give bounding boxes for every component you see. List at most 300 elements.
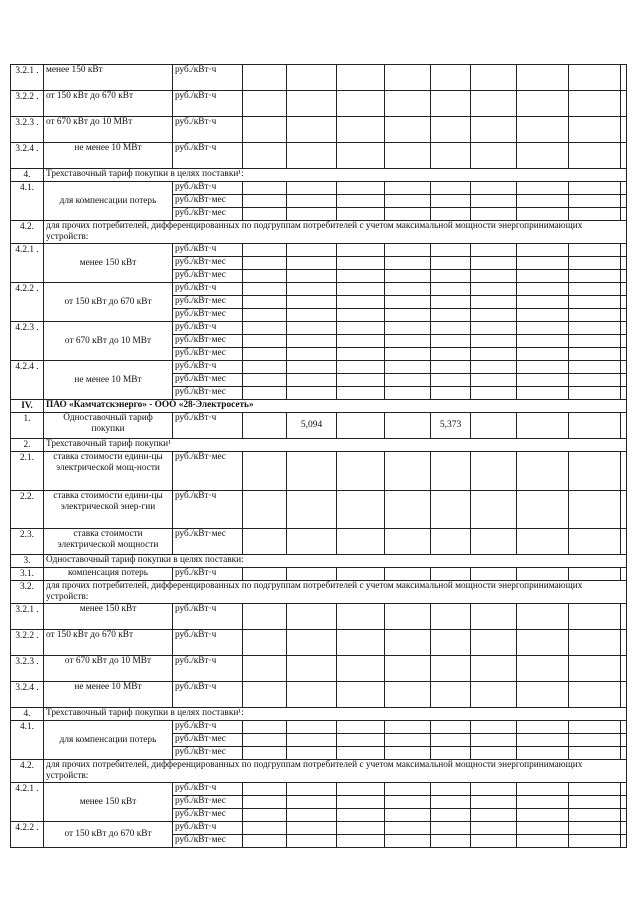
value-cell	[621, 143, 627, 169]
table-row	[11, 283, 627, 296]
value-cell	[337, 270, 385, 283]
value-cell	[517, 387, 569, 400]
table-row	[11, 91, 627, 117]
value-cell	[517, 309, 569, 322]
value-cell	[243, 452, 287, 491]
value-cell	[243, 413, 287, 439]
table-row	[11, 604, 627, 630]
value-cell	[471, 195, 517, 208]
unit-cell: руб./кВт·мес	[173, 747, 243, 760]
value-cell	[385, 413, 431, 439]
row-number: 4.2.2 .	[11, 283, 44, 322]
value-cell	[569, 682, 621, 708]
value-cell	[569, 283, 621, 296]
value-cell	[385, 656, 431, 682]
value-cell	[385, 374, 431, 387]
row-name: не менее 10 МВт	[44, 143, 173, 169]
value-cell	[337, 630, 385, 656]
value-cell	[471, 296, 517, 309]
row-number: 2.1.	[11, 452, 44, 491]
value-cell	[471, 283, 517, 296]
value-cell	[569, 734, 621, 747]
value-cell	[471, 257, 517, 270]
value-cell	[471, 630, 517, 656]
value-cell	[287, 117, 337, 143]
row-number: 3.2.3 .	[11, 117, 44, 143]
value-cell	[385, 195, 431, 208]
row-number: 3.2.4 .	[11, 682, 44, 708]
value-cell	[385, 734, 431, 747]
value-cell	[471, 208, 517, 221]
row-name: Одноставочный тариф покупки	[44, 413, 173, 439]
heading-text: для прочих потребителей, дифференцированных по подгруппам потребителей с учетом максимальной мощности энергопринимающих устройств:	[44, 221, 627, 244]
value-cell	[517, 747, 569, 760]
row-name: от 670 кВт до 10 МВт	[44, 656, 173, 682]
value-cell	[243, 143, 287, 169]
tariff-table	[10, 64, 627, 848]
value-cell	[243, 809, 287, 822]
value-cell	[287, 734, 337, 747]
value-cell	[337, 682, 385, 708]
value-cell	[431, 452, 471, 491]
value-cell	[243, 322, 287, 335]
value-cell	[471, 835, 517, 848]
value-cell	[243, 91, 287, 117]
value-cell	[337, 604, 385, 630]
row-name: ставка стоимости электрической мощности	[44, 529, 173, 555]
unit-cell: руб./кВт·мес	[173, 208, 243, 221]
value-cell	[471, 348, 517, 361]
value-cell	[287, 270, 337, 283]
row-name: для компенсации потерь	[44, 182, 173, 221]
value-cell	[621, 796, 627, 809]
value-cell	[517, 117, 569, 143]
value-cell	[569, 374, 621, 387]
value-cell	[569, 656, 621, 682]
value-cell	[243, 335, 287, 348]
value-cell	[471, 374, 517, 387]
row-number: 3.1.	[11, 568, 44, 581]
value-cell	[287, 65, 337, 91]
value-cell	[385, 296, 431, 309]
value-cell	[431, 387, 471, 400]
row-name: от 150 кВт до 670 кВт	[44, 91, 173, 117]
value-cell	[569, 413, 621, 439]
value-cell	[517, 491, 569, 529]
value-cell	[621, 835, 627, 848]
value-cell	[243, 270, 287, 283]
value-cell	[337, 491, 385, 529]
value-cell	[517, 656, 569, 682]
unit-cell: руб./кВт·мес	[173, 257, 243, 270]
row-number: 4.2.	[11, 221, 44, 244]
table-row	[11, 65, 627, 91]
value-cell	[621, 604, 627, 630]
value-cell	[471, 491, 517, 529]
row-name: от 150 кВт до 670 кВт	[44, 822, 173, 848]
value-cell	[243, 568, 287, 581]
value-cell	[431, 809, 471, 822]
value-cell	[385, 91, 431, 117]
value-cell	[385, 270, 431, 283]
value-cell	[243, 182, 287, 195]
value-cell	[337, 296, 385, 309]
value-cell	[621, 65, 627, 91]
value-cell	[287, 656, 337, 682]
value-cell	[287, 244, 337, 257]
value-cell	[287, 747, 337, 760]
value-cell	[337, 322, 385, 335]
value-cell: 5,094	[287, 413, 337, 439]
unit-cell: руб./кВт·ч	[173, 568, 243, 581]
value-cell	[431, 283, 471, 296]
value-cell	[431, 322, 471, 335]
value-cell	[517, 835, 569, 848]
value-cell	[385, 143, 431, 169]
value-cell	[517, 296, 569, 309]
value-cell	[569, 270, 621, 283]
value-cell	[337, 309, 385, 322]
value-cell	[569, 309, 621, 322]
heading-row	[11, 760, 627, 783]
heading-text: Трехставочный тариф покупки в целях поставки¹:	[44, 169, 627, 182]
value-cell	[517, 182, 569, 195]
row-number: 4.2.1 .	[11, 783, 44, 822]
value-cell	[569, 361, 621, 374]
value-cell	[431, 630, 471, 656]
value-cell	[287, 604, 337, 630]
unit-cell: руб./кВт·ч	[173, 682, 243, 708]
value-cell	[569, 721, 621, 734]
value-cell	[287, 374, 337, 387]
value-cell	[621, 257, 627, 270]
unit-cell: руб./кВт·мес	[173, 835, 243, 848]
value-cell	[621, 348, 627, 361]
value-cell	[431, 65, 471, 91]
value-cell	[243, 283, 287, 296]
value-cell	[287, 809, 337, 822]
value-cell	[431, 783, 471, 796]
value-cell	[431, 270, 471, 283]
row-name: менее 150 кВт	[44, 604, 173, 630]
value-cell	[431, 143, 471, 169]
table-row	[11, 244, 627, 257]
value-cell	[243, 309, 287, 322]
value-cell	[621, 117, 627, 143]
value-cell	[385, 796, 431, 809]
value-cell	[287, 309, 337, 322]
unit-cell: руб./кВт·ч	[173, 783, 243, 796]
value-cell	[287, 796, 337, 809]
value-cell	[337, 91, 385, 117]
value-cell	[243, 117, 287, 143]
value-cell	[287, 283, 337, 296]
value-cell	[385, 335, 431, 348]
unit-cell: руб./кВт·ч	[173, 117, 243, 143]
heading-row	[11, 221, 627, 244]
unit-cell: руб./кВт·ч	[173, 91, 243, 117]
value-cell	[621, 374, 627, 387]
row-name: от 670 кВт до 10 МВт	[44, 322, 173, 361]
section-row	[11, 400, 627, 413]
value-cell	[621, 195, 627, 208]
unit-cell: руб./кВт·ч	[173, 491, 243, 529]
value-cell	[621, 296, 627, 309]
value-cell	[517, 413, 569, 439]
row-number: 3.2.2 .	[11, 91, 44, 117]
value-cell	[569, 822, 621, 835]
unit-cell: руб./кВт·мес	[173, 452, 243, 491]
value-cell	[337, 452, 385, 491]
value-cell	[569, 117, 621, 143]
value-cell	[517, 783, 569, 796]
value-cell	[337, 783, 385, 796]
value-cell	[385, 208, 431, 221]
value-cell	[385, 630, 431, 656]
value-cell	[385, 491, 431, 529]
table-row	[11, 182, 627, 195]
value-cell	[517, 270, 569, 283]
unit-cell: руб./кВт·ч	[173, 656, 243, 682]
value-cell	[517, 283, 569, 296]
heading-text: Одноставочный тариф покупки в целях поставки:	[44, 555, 627, 568]
value-cell	[287, 822, 337, 835]
value-cell	[517, 65, 569, 91]
value-cell	[431, 91, 471, 117]
value-cell	[243, 296, 287, 309]
value-cell	[569, 491, 621, 529]
table-row	[11, 822, 627, 835]
value-cell	[621, 283, 627, 296]
value-cell	[569, 195, 621, 208]
unit-cell: руб./кВт·ч	[173, 322, 243, 335]
value-cell	[385, 682, 431, 708]
value-cell	[471, 143, 517, 169]
value-cell	[471, 413, 517, 439]
value-cell	[431, 195, 471, 208]
value-cell	[337, 835, 385, 848]
row-number: 4.	[11, 708, 44, 721]
row-number: IV.	[11, 400, 44, 413]
value-cell	[243, 656, 287, 682]
value-cell	[287, 182, 337, 195]
value-cell	[569, 335, 621, 348]
value-cell	[431, 361, 471, 374]
value-cell	[431, 721, 471, 734]
value-cell	[621, 244, 627, 257]
value-cell	[337, 374, 385, 387]
value-cell	[621, 734, 627, 747]
value-cell	[517, 568, 569, 581]
value-cell	[385, 361, 431, 374]
value-cell	[431, 604, 471, 630]
row-name: от 150 кВт до 670 кВт	[44, 283, 173, 322]
value-cell	[431, 182, 471, 195]
value-cell	[243, 65, 287, 91]
row-name: от 670 кВт до 10 МВт	[44, 117, 173, 143]
unit-cell: руб./кВт·ч	[173, 65, 243, 91]
unit-cell: руб./кВт·мес	[173, 809, 243, 822]
table-row	[11, 322, 627, 335]
row-number: 4.1.	[11, 182, 44, 221]
row-name: ставка стоимости едини-цы электрической энер-гии	[44, 491, 173, 529]
row-name: не менее 10 МВт	[44, 682, 173, 708]
value-cell	[243, 822, 287, 835]
row-name: ставка стоимости едини-цы электрической мощ-ности	[44, 452, 173, 491]
value-cell	[517, 604, 569, 630]
value-cell	[385, 809, 431, 822]
unit-cell: руб./кВт·мес	[173, 734, 243, 747]
value-cell	[621, 783, 627, 796]
value-cell	[287, 721, 337, 734]
value-cell	[621, 656, 627, 682]
value-cell	[431, 117, 471, 143]
value-cell	[243, 747, 287, 760]
value-cell	[385, 747, 431, 760]
value-cell	[243, 195, 287, 208]
value-cell	[243, 796, 287, 809]
value-cell	[471, 747, 517, 760]
value-cell	[517, 143, 569, 169]
row-number: 3.2.2 .	[11, 630, 44, 656]
value-cell	[287, 783, 337, 796]
table-row	[11, 143, 627, 169]
value-cell	[431, 734, 471, 747]
value-cell	[385, 348, 431, 361]
value-cell	[569, 143, 621, 169]
value-cell	[517, 796, 569, 809]
heading-text: Трехставочный тариф покупки¹	[44, 439, 627, 452]
value-cell	[337, 568, 385, 581]
value-cell	[337, 257, 385, 270]
row-name: от 150 кВт до 670 кВт	[44, 630, 173, 656]
value-cell	[517, 257, 569, 270]
value-cell	[337, 335, 385, 348]
value-cell	[385, 244, 431, 257]
row-number: 4.	[11, 169, 44, 182]
table-row	[11, 361, 627, 374]
value-cell	[431, 835, 471, 848]
value-cell	[517, 682, 569, 708]
value-cell	[517, 244, 569, 257]
value-cell	[569, 568, 621, 581]
value-cell	[287, 630, 337, 656]
value-cell	[287, 195, 337, 208]
value-cell	[517, 809, 569, 822]
value-cell	[243, 361, 287, 374]
value-cell	[517, 361, 569, 374]
unit-cell: руб./кВт·мес	[173, 296, 243, 309]
value-cell	[621, 809, 627, 822]
value-cell	[431, 656, 471, 682]
heading-row	[11, 169, 627, 182]
value-cell	[287, 835, 337, 848]
value-cell	[431, 208, 471, 221]
value-cell	[385, 322, 431, 335]
row-number: 3.	[11, 555, 44, 568]
heading-row	[11, 581, 627, 604]
value-cell	[517, 195, 569, 208]
value-cell	[243, 491, 287, 529]
value-cell	[621, 630, 627, 656]
row-number: 4.2.4 .	[11, 361, 44, 400]
value-cell	[385, 721, 431, 734]
value-cell	[471, 656, 517, 682]
unit-cell: руб./кВт·мес	[173, 387, 243, 400]
value-cell	[569, 747, 621, 760]
heading-text: Трехставочный тариф покупки в целях поставки¹:	[44, 708, 627, 721]
value-cell	[471, 452, 517, 491]
value-cell	[471, 796, 517, 809]
value-cell	[471, 721, 517, 734]
value-cell	[385, 283, 431, 296]
unit-cell: руб./кВт·мес	[173, 374, 243, 387]
section-title: ПАО «Камчатскэнерго» - ООО «28-Электросеть»	[44, 400, 627, 413]
value-cell	[287, 387, 337, 400]
value-cell	[621, 747, 627, 760]
row-number: 3.2.	[11, 581, 44, 604]
value-cell	[431, 374, 471, 387]
value-cell	[471, 529, 517, 555]
value-cell	[471, 65, 517, 91]
value-cell	[431, 747, 471, 760]
value-cell	[243, 244, 287, 257]
row-number: 3.2.3 .	[11, 656, 44, 682]
value-cell	[385, 257, 431, 270]
value-cell	[517, 452, 569, 491]
value-cell	[337, 809, 385, 822]
value-cell	[431, 335, 471, 348]
value-cell	[337, 361, 385, 374]
unit-cell: руб./кВт·ч	[173, 361, 243, 374]
unit-cell: руб./кВт·ч	[173, 244, 243, 257]
value-cell	[337, 747, 385, 760]
value-cell	[337, 182, 385, 195]
unit-cell: руб./кВт·мес	[173, 529, 243, 555]
value-cell	[471, 361, 517, 374]
value-cell	[287, 296, 337, 309]
value-cell	[337, 721, 385, 734]
table-row	[11, 452, 627, 491]
value-cell	[337, 65, 385, 91]
value-cell	[621, 335, 627, 348]
row-number: 3.2.1 .	[11, 604, 44, 630]
unit-cell: руб./кВт·мес	[173, 270, 243, 283]
value-cell	[517, 374, 569, 387]
value-cell	[385, 529, 431, 555]
value-cell	[431, 796, 471, 809]
value-cell	[517, 322, 569, 335]
value-cell	[287, 208, 337, 221]
value-cell	[287, 143, 337, 169]
value-cell	[385, 568, 431, 581]
value-cell	[517, 630, 569, 656]
value-cell	[569, 835, 621, 848]
heading-row	[11, 708, 627, 721]
value-cell	[621, 387, 627, 400]
value-cell	[621, 529, 627, 555]
value-cell	[385, 387, 431, 400]
unit-cell: руб./кВт·ч	[173, 604, 243, 630]
row-number: 4.2.2 .	[11, 822, 44, 848]
value-cell	[337, 143, 385, 169]
value-cell	[517, 822, 569, 835]
value-cell	[621, 491, 627, 529]
row-name: менее 150 кВт	[44, 65, 173, 91]
value-cell	[337, 348, 385, 361]
table-body	[11, 65, 627, 848]
value-cell	[431, 296, 471, 309]
